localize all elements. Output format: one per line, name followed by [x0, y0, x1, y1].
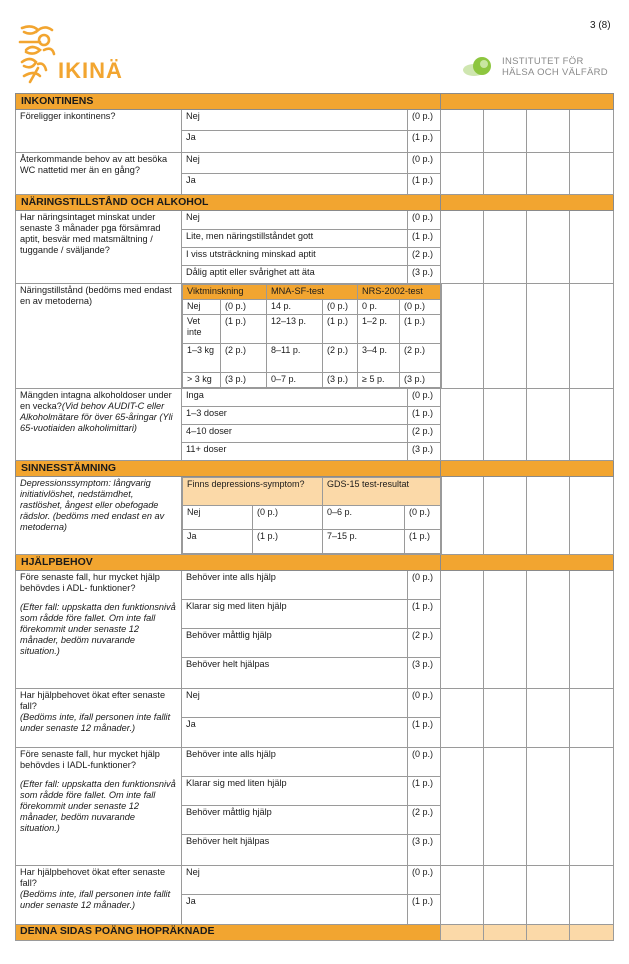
- option-label[interactable]: Dålig aptit eller svårighet att äta: [182, 266, 408, 284]
- option-points: (2 p.): [408, 425, 441, 443]
- option-points: (0 p.): [405, 506, 442, 530]
- option-label[interactable]: Nej: [182, 211, 408, 230]
- thl-line-2: HÄLSA OCH VÄLFÄRD: [502, 67, 608, 78]
- score-cell[interactable]: [484, 925, 527, 941]
- question-alkohol: [16, 389, 182, 461]
- method-option[interactable]: Vet inte: [183, 315, 221, 344]
- option-points: (0 p.): [408, 389, 441, 407]
- option-label[interactable]: 11+ doser: [182, 443, 408, 461]
- option-label[interactable]: Behöver helt hjälpas: [182, 835, 408, 866]
- header-gds15: GDS-15 test-resultat: [323, 478, 442, 506]
- option-points: (3 p.): [408, 443, 441, 461]
- option-points: (1 p.): [253, 530, 323, 554]
- option-label[interactable]: 7–15 p.: [323, 530, 405, 554]
- method-option[interactable]: 12–13 p.: [267, 315, 323, 344]
- option-points: (0 p.): [408, 866, 441, 895]
- option-points: (1 p.): [408, 600, 441, 629]
- section-title-sinne: SINNESSTÄMNING: [16, 461, 441, 477]
- option-points: (0 p.): [408, 689, 441, 718]
- method-option[interactable]: 14 p.: [267, 300, 323, 315]
- question-iadl-okat-text: Har hjälpbehovet ökat efter senaste fall?: [20, 867, 166, 888]
- question-alkohol-text: Mängden intagna alkoholdoser under en vecka?: [20, 390, 172, 411]
- method-mna-sf: MNA-SF-test: [267, 285, 358, 300]
- option-label[interactable]: I viss utsträckning minskad aptit: [182, 248, 408, 266]
- question-adl-note: (Efter fall: uppskatta den funktionsnivå som rådde före fallet. Om inte fall förekommit under senaste 12 månader, bedöm nuvarande situation.): [20, 602, 176, 656]
- method-points: (2 p.): [323, 344, 358, 373]
- method-points: (1 p.): [400, 315, 442, 344]
- method-option[interactable]: ≥ 5 p.: [358, 373, 400, 388]
- page-score-total-label: DENNA SIDAS POÄNG IHOPRÄKNADE: [16, 925, 441, 941]
- method-option[interactable]: 3–4 p.: [358, 344, 400, 373]
- question-inkontinens: Föreligger inkontinens?: [16, 110, 182, 153]
- assessment-table: [15, 93, 614, 941]
- method-points: (0 p.): [400, 300, 442, 315]
- question-adl-text: Före senaste fall, hur mycket hjälp behövdes i ADL- funktioner?: [20, 572, 160, 593]
- option-label[interactable]: Nej: [182, 689, 408, 718]
- question-adl: [16, 571, 182, 689]
- option-label[interactable]: Nej: [182, 866, 408, 895]
- thl-line-1: INSTITUTET FÖR: [502, 56, 584, 67]
- option-label[interactable]: 4–10 doser: [182, 425, 408, 443]
- header-depressionssymptom: Finns depressions-symptom?: [183, 478, 323, 506]
- question-iadl-note: (Efter fall: uppskatta den funktionsnivå som rådde före fallet. Om inte fall förekommit under senaste 12 månader, bedöm nuvarande situation.): [20, 779, 176, 833]
- option-points: (3 p.): [408, 266, 441, 284]
- option-points: (1 p.): [408, 718, 441, 748]
- question-naringsintag: Har näringsintaget minskat under senaste 3 månader pga försämrad aptit, besvär med matsmältning / tuggande / sväljande?: [16, 211, 182, 284]
- method-option[interactable]: > 3 kg: [183, 373, 221, 388]
- option-label[interactable]: Inga: [182, 389, 408, 407]
- method-viktminskning: Viktminskning: [183, 285, 267, 300]
- option-label[interactable]: Lite, men näringstillståndet gott: [182, 230, 408, 248]
- option-points: (3 p.): [408, 835, 441, 866]
- section-title-inkontinens: INKONTINENS: [16, 94, 441, 110]
- question-iadl-okat-note: (Bedöms inte, ifall personen inte fallit under senaste 12 månader.): [20, 889, 171, 910]
- method-option[interactable]: 8–11 p.: [267, 344, 323, 373]
- option-label[interactable]: Ja: [183, 530, 253, 554]
- option-label[interactable]: 1–3 doser: [182, 407, 408, 425]
- method-option[interactable]: 0 p.: [358, 300, 400, 315]
- option-points: (2 p.): [408, 248, 441, 266]
- option-points: (3 p.): [408, 658, 441, 689]
- option-points: (0 p.): [408, 153, 441, 174]
- method-points: (0 p.): [221, 300, 267, 315]
- method-points: (3 p.): [323, 373, 358, 388]
- method-option[interactable]: Nej: [183, 300, 221, 315]
- option-points: (0 p.): [253, 506, 323, 530]
- ikina-wordmark: IKINÄ: [58, 58, 123, 83]
- option-label[interactable]: Behöver inte alls hjälp: [182, 571, 408, 600]
- question-adl-okat-note: (Bedöms inte, ifall personen inte fallit under senaste 12 månader.): [20, 712, 171, 733]
- option-points: (1 p.): [408, 777, 441, 806]
- method-points: (3 p.): [221, 373, 267, 388]
- option-points: (0 p.): [408, 748, 441, 777]
- question-iadl: [16, 748, 182, 866]
- question-iadl-text: Före senaste fall, hur mycket hjälp behövdes i IADL-funktioner?: [20, 749, 160, 770]
- option-points: (2 p.): [408, 806, 441, 835]
- thl-name: [502, 56, 608, 78]
- option-points: (0 p.): [408, 571, 441, 600]
- option-points: (1 p.): [405, 530, 442, 554]
- section-title-hjalp: HJÄLPBEHOV: [16, 555, 441, 571]
- method-points: (2 p.): [221, 344, 267, 373]
- option-points: (1 p.): [408, 895, 441, 925]
- method-option[interactable]: 0–7 p.: [267, 373, 323, 388]
- option-label[interactable]: Nej: [183, 506, 253, 530]
- method-option[interactable]: 1–3 kg: [183, 344, 221, 373]
- option-label[interactable]: 0–6 p.: [323, 506, 405, 530]
- option-points: (1 p.): [408, 174, 441, 195]
- option-label[interactable]: Ja: [182, 718, 408, 748]
- option-points: (1 p.): [408, 131, 441, 153]
- method-points: (1 p.): [221, 315, 267, 344]
- option-label[interactable]: Klarar sig med liten hjälp: [182, 777, 408, 806]
- question-alkohol-note: (Vid behov AUDIT-C eller Alkoholmätare för över 65-åringar (Yli 65-vuotiaiden alkoholimittari): [20, 401, 173, 433]
- method-points: (0 p.): [323, 300, 358, 315]
- option-label[interactable]: Ja: [182, 174, 408, 195]
- score-cell[interactable]: [441, 925, 484, 941]
- question-wc-nattetid: Återkommande behov av att besöka WC nattetid mer än en gång?: [16, 153, 182, 195]
- option-label[interactable]: Behöver måttlig hjälp: [182, 629, 408, 658]
- question-iadl-okat: [16, 866, 182, 925]
- option-label[interactable]: Behöver inte alls hjälp: [182, 748, 408, 777]
- option-points: (2 p.): [408, 629, 441, 658]
- option-label[interactable]: Nej: [182, 153, 408, 174]
- method-points: (1 p.): [323, 315, 358, 344]
- option-points: (1 p.): [408, 230, 441, 248]
- option-label[interactable]: Ja: [182, 131, 408, 153]
- option-points: (1 p.): [408, 407, 441, 425]
- method-points: (2 p.): [400, 344, 442, 373]
- option-label[interactable]: Ja: [182, 895, 408, 925]
- method-points: (3 p.): [400, 373, 442, 388]
- page-number: 3 (8): [590, 20, 611, 31]
- question-adl-okat-text: Har hjälpbehovet ökat efter senaste fall?: [20, 690, 166, 711]
- method-option[interactable]: 1–2 p.: [358, 315, 400, 344]
- score-cell[interactable]: [570, 925, 614, 941]
- section-title-naring: NÄRINGSTILLSTÅND OCH ALKOHOL: [16, 195, 441, 211]
- score-cell[interactable]: [527, 925, 570, 941]
- option-label[interactable]: Klarar sig med liten hjälp: [182, 600, 408, 629]
- option-label[interactable]: Behöver helt hjälpas: [182, 658, 408, 689]
- question-depression: Depressionssymptom: långvarig initiativlöshet, nedstämdhet, rastlöshet, ångest eller obefogade rädslor. (bedöms med endast en av metoderna): [16, 477, 182, 555]
- option-points: (0 p.): [408, 211, 441, 230]
- option-label[interactable]: Nej: [182, 110, 408, 131]
- option-label[interactable]: Behöver måttlig hjälp: [182, 806, 408, 835]
- method-nrs-2002: NRS-2002-test: [358, 285, 442, 300]
- option-points: (0 p.): [408, 110, 441, 131]
- question-adl-okat: [16, 689, 182, 748]
- question-naringstillstand: Näringstillstånd (bedöms med endast en av metoderna): [16, 284, 182, 389]
